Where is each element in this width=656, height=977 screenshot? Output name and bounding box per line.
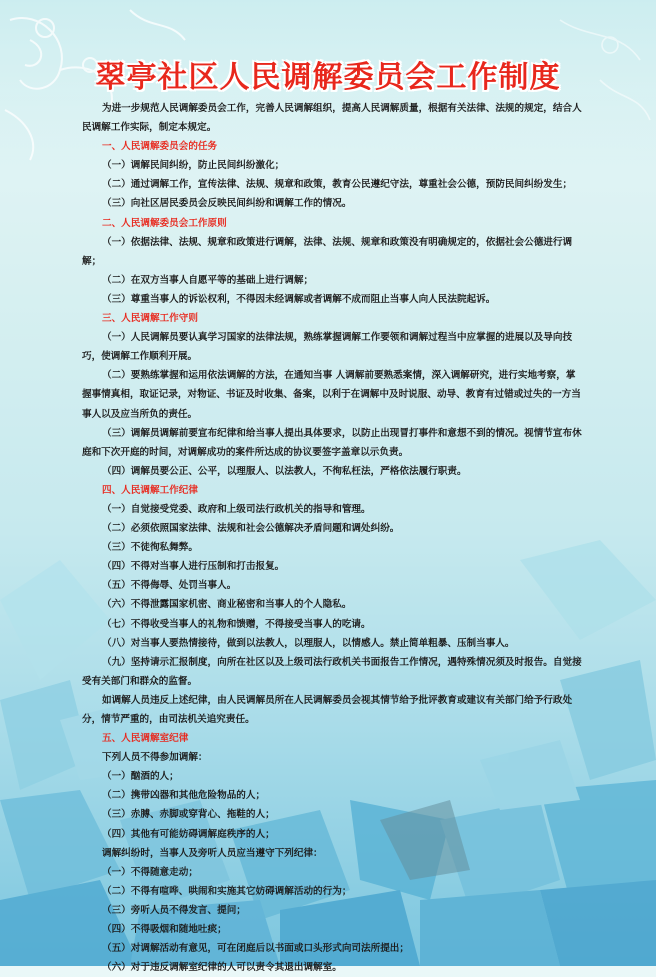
clause: （三）不徒徇私舞弊。 — [102, 542, 198, 554]
clause: （二）要熟练掌握和运用依法调解的方法，在通知当事 人调解前要熟悉案情，深入调解研究，进行实地考察，掌握事情真相，取证记录，对物证、书证及时收集、备案，以利于在调解中及时说服、动导、教育有过错或过失的一方当事人以及应当所负的责任。 — [82, 370, 581, 420]
clause: （七）不得收受当事人的礼物和馈赠，不得接受当事人的吃请。 — [102, 618, 371, 630]
clause: （九）坚持请示汇报制度，向所在社区以及上级司法行政机关书面报告工作情况，遇特殊情况须及时报告。自觉接受有关部门和群众的监督。 — [82, 656, 582, 687]
clause: （二）在双方当事人自愿平等的基础上进行调解； — [102, 274, 314, 286]
clause: （六）不得泄露国家机密、商业秘密和当事人的个人隐私。 — [102, 599, 352, 611]
section-tasks — [82, 137, 582, 213]
clause: （四）不得吸烟和随地吐痰； — [102, 924, 227, 936]
clause: （三）赤膊、赤脚或穿背心、拖鞋的人； — [102, 809, 275, 821]
clause: （一）不得随意走动； — [102, 866, 198, 878]
section-rules — [82, 309, 582, 481]
clause: （一）人民调解员要认真学习国家的法律法规，熟练掌握调解工作要领和调解过程当中应掌握的进展以及导向技巧，使调解工作顺利开展。 — [82, 332, 573, 363]
section-discipline — [82, 481, 582, 729]
section-heading: 一、人民调解委员会的任务 — [102, 141, 218, 153]
section-heading: 二、人民调解委员会工作原则 — [102, 217, 227, 229]
section-principles — [82, 214, 582, 309]
clause: （一）酗酒的人； — [102, 771, 179, 783]
section-room-discipline — [82, 729, 582, 977]
discipline-note: 如调解人员违反上述纪律，由人民调解员所在人民调解委员会视其情节给予批评教育或建议有关部门给予行政处分，情节严重的，由司法机关追究责任。 — [82, 694, 573, 725]
clause: （四）调解员要公正、公平，以理服人、以法教人，不徇私枉法，严格依法履行职责。 — [102, 465, 467, 477]
clause: （二）通过调解工作，宣传法律、法规、规章和政策，教育公民遵纪守法，尊重社会公德，预防民间纠纷发生； — [102, 179, 573, 191]
clause: （八）对当事人要热情接待，做到以法教人，以理服人，以情感人。禁止简单粗暴、压制当事人。 — [102, 637, 515, 649]
clause: （三）调解员调解前要宣布纪律和给当事人提出具体要求，以防止出现冒打事件和意想不到的情况。视情节宣布休庭和下次开庭的时间，对调解成功的案件所达成的协议要签字盖章以示负责。 — [82, 427, 582, 458]
section-heading: 三、人民调解工作守则 — [102, 313, 198, 325]
section-heading: 五、人民调解室纪律 — [102, 733, 189, 745]
clause: （一）自觉接受党委、政府和上级司法行政机关的指导和管理。 — [102, 503, 371, 515]
clause-intro: 调解纠纷时，当事人及旁听人员应当遵守下列纪律： — [102, 847, 323, 859]
clause: （五）不得侮辱、处罚当事人。 — [102, 580, 237, 592]
clause-intro: 下列人员不得参加调解： — [102, 752, 208, 764]
clause: （四）不得对当事人进行压制和打击报复。 — [102, 561, 285, 573]
intro-paragraph: 为进一步规范人民调解委员会工作，完善人民调解组织，提高人民调解质量，根据有关法律、法规的规定，结合人民调解工作实际，制定本规定。 — [82, 103, 582, 134]
clause: （二）不得有喧哗、哄闹和实施其它妨碍调解活动的行为； — [102, 885, 352, 897]
page-title: 翠亭社区人民调解委员会工作制度 — [95, 60, 561, 95]
clause: （三）向社区居民委员会反映民间纠纷和调解工作的情况。 — [102, 198, 352, 210]
section-heading: 四、人民调解工作纪律 — [102, 484, 198, 496]
clause: （三）尊重当事人的诉讼权利，不得因未经调解或者调解不成而阻止当事人向人民法院起诉。 — [102, 293, 496, 305]
clause: （一）依据法律、法规、规章和政策进行调解，法律、法规、规章和政策没有明确规定的，依据社会公德进行调解； — [82, 236, 573, 267]
clause: （一）调解民间纠纷，防止民间纠纷激化； — [102, 160, 285, 172]
clause: （二）携带凶器和其他危险物品的人； — [102, 790, 266, 802]
clause: （六）对于违反调解室纪律的人可以责令其退出调解室。 — [102, 962, 342, 974]
clause: （五）对调解活动有意见，可在闭庭后以书面或口头形式向司法所提出； — [102, 943, 409, 955]
clause: （三）旁听人员不得发言、提问； — [102, 904, 246, 916]
document-body — [82, 99, 582, 977]
clause: （二）必须依照国家法律、法规和社会公德解决矛盾问题和调处纠纷。 — [102, 523, 400, 535]
clause: （四）其他有可能妨碍调解庭秩序的人； — [102, 828, 275, 840]
